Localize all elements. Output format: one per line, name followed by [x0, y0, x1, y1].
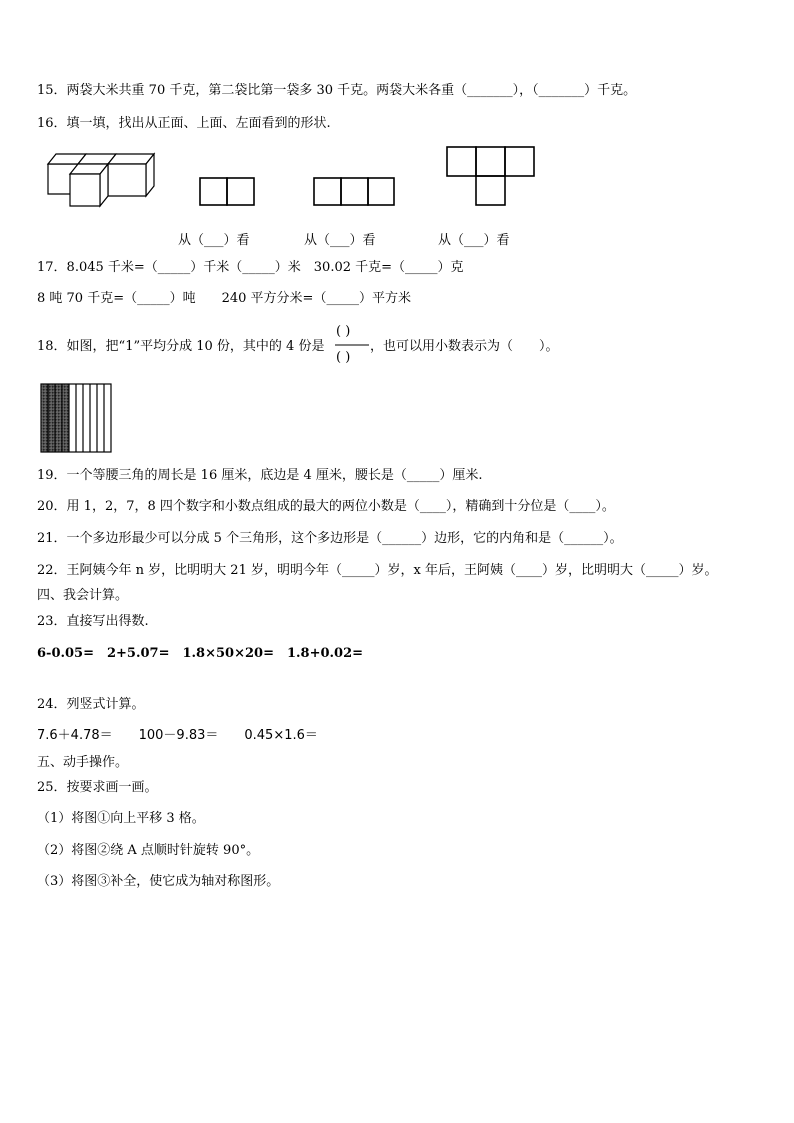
question-25-part-1: （1）将图①向上平移 3 格。 [37, 811, 205, 826]
question-20: 20．用 1，2，7，8 四个数字和小数点组成的最大的两位小数是（____），精确到十分位是（____）。 [37, 499, 615, 514]
view-shape-two-squares [199, 177, 255, 206]
question-21: 21．一个多边形最少可以分成 5 个三角形，这个多边形是（______）边形，它的内角和是（______）。 [37, 531, 623, 546]
fraction-numerator: ( ) [336, 324, 351, 339]
question-17-line-2: 8 吨 70 千克=（_____）吨 240 平方分米=（_____）平方米 [37, 291, 411, 306]
section-5-heading: 五、动手操作。 [37, 755, 129, 770]
question-22: 22．王阿姨今年 n 岁，比明明大 21 岁，明明今年（_____）岁，x 年后，王阿姨（____）岁，比明明大（_____）岁。 [37, 563, 718, 578]
question-17-line-1: 17．8.045 千米=（_____）千米（_____）米 30.02 千克=（_____）克 [37, 260, 464, 275]
view-label-3: 从（___）看 [438, 233, 510, 248]
view-shape-three-squares [313, 177, 395, 206]
question-25: 25．按要求画一画。 [37, 780, 158, 795]
question-15: 15．两袋大米共重 70 千克，第二袋比第一袋多 30 千克。两袋大米各重（_______），（_______）千克。 [37, 83, 637, 98]
question-24-expressions: 7.6＋4.78＝ 100－9.83＝ 0.45×1.6＝ [37, 728, 318, 743]
ten-strips-figure [40, 383, 112, 453]
section-4-heading: 四、我会计算。 [37, 588, 129, 603]
view-shape-t [446, 146, 536, 206]
view-label-1: 从（___）看 [178, 233, 250, 248]
question-18-after: ，也可以用小数表示为（ ）。 [370, 339, 559, 354]
cube-stack-figure [46, 150, 161, 208]
question-25-part-2: （2）将图②绕 A 点顺时针旋转 90°。 [37, 843, 260, 858]
view-label-2: 从（___）看 [304, 233, 376, 248]
fraction-denominator: ( ) [336, 350, 351, 365]
question-24: 24．列竖式计算。 [37, 697, 145, 712]
question-19: 19．一个等腰三角的周长是 16 厘米，底边是 4 厘米，腰长是（_____）厘米. [37, 468, 483, 483]
question-18-before: 18．如图，把“1”平均分成 10 份，其中的 4 份是 [37, 339, 325, 354]
question-23: 23．直接写出得数. [37, 614, 149, 629]
fraction-bar [335, 344, 369, 346]
question-25-part-3: （3）将图③补全，使它成为轴对称图形。 [37, 874, 280, 889]
question-23-expressions: 6-0.05= 2+5.07= 1.8×50×20= 1.8+0.02= [37, 646, 364, 661]
question-16: 16．填一填，找出从正面、上面、左面看到的形状. [37, 116, 331, 131]
